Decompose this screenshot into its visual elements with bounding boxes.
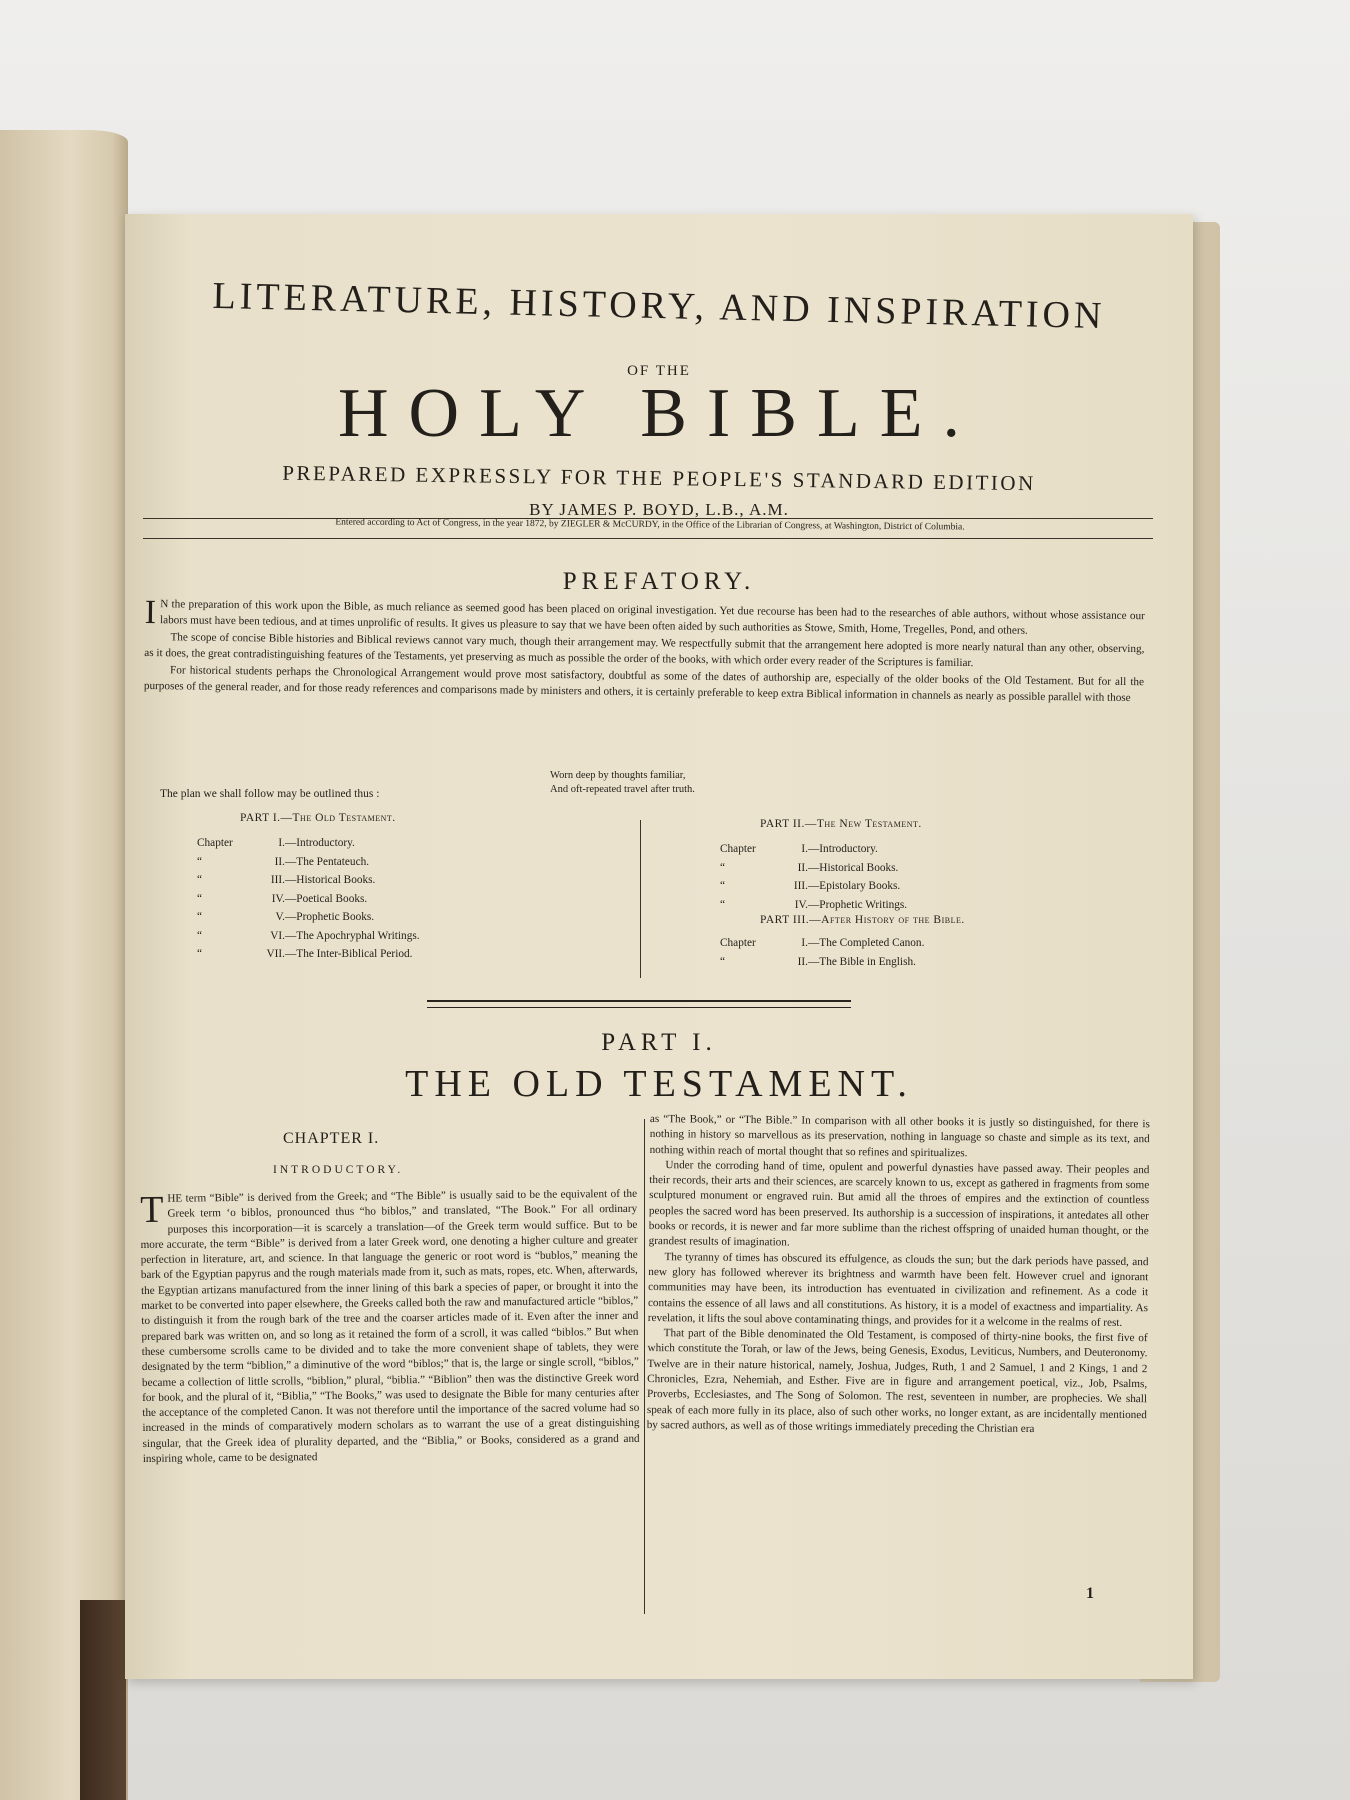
section-rule bbox=[427, 1000, 851, 1008]
right-paragraph-1: as “The Book,” or “The Bible.” In comparison with all other books it is justly so distinguished, for there is nothing in history so marvellous as its preservation, nothing in language so chaste and simple as its text, and nothing within reach of mortal thought that so refines and spiritualizes. bbox=[649, 1113, 1150, 1159]
toc-chapter-title: —Poetical Books. bbox=[285, 892, 368, 905]
toc-chapter-number: IV. bbox=[794, 898, 808, 911]
toc-chapter-row bbox=[720, 896, 907, 915]
right-paragraph-3: The tyranny of times has obscured its effulgence, as clouds the sun; but the dark periods have passed, and new glory has followed wherever its brightness and warmth have been felt. However cruel and ignorant communities may have been, its introduction has eventuated in civilization and refinement. As a code it contains the essence of all laws and all constitutions. As history, it is a model of exactness and impartiality. As revelation, it lifts the soul above contaminating things, and provides for it a welcome in the realms of rest. bbox=[647, 1250, 1149, 1329]
toc-chapter-number: III. bbox=[270, 874, 285, 886]
book-cover-edge bbox=[80, 1600, 126, 1800]
toc-chapter-row bbox=[197, 834, 420, 853]
toc-part-1-list bbox=[197, 834, 420, 964]
author-byline: BY JAMES P. BOYD, L.B., A.M. bbox=[529, 500, 789, 519]
toc-part-2-list bbox=[720, 840, 907, 914]
left-page-edge bbox=[0, 130, 128, 1800]
toc-chapter-number: I. bbox=[801, 843, 808, 855]
prefatory-text bbox=[144, 596, 1145, 707]
toc-chapter-title: —Prophetic Writings. bbox=[808, 898, 908, 911]
toc-chapter-title: —Introductory. bbox=[808, 843, 878, 855]
right-paragraph-4: That part of the Bible denominated the Old Testament, is composed of thirty-nine books, the first five of which constitute the Torah, or law of the Jews, being Genesis, Exodus, Leviticus, Numbers, and Deuteronomy. Twelve are in their nature historical, namely, Joshua, Judges, Ruth, 1 and 2 Samuel, 1 and 2 Kings, 1 and 2 Chronicles, Ezra, Nehemiah, and Esther. Five are in figure and arrangement poetical, viz., Job, Psalms, Proverbs, Ecclesiastes, and The Song of Solomon. The rest, seventeen in number, are prophecies. We shall speak of each more fully in its place, also of such other works, no longer extant, as are incidentally mentioned by sacred authors, as well as of those writings immediately preceding the Christian era bbox=[646, 1327, 1148, 1435]
toc-chapter-number: I. bbox=[278, 837, 285, 849]
title-prepared: PREPARED EXPRESSLY FOR THE PEOPLE'S STANDARD EDITION bbox=[282, 460, 1036, 496]
toc-chapter-label: “ bbox=[720, 955, 726, 968]
right-paragraph-2: Under the corroding hand of time, opulent and powerful dynasties have passed away. Their peoples and their records, their arts and their sciences, are scarcely known to us, except as gathered in fragments from some sculptured monument or engraved ruin. But amid all the throes of empires and the extinction of countless peoples the sacred word has been preserved. Its authorship is a succession of inspirations, it antedates all other books or records, it is newer and far more sublime than the richest offspring of unaided human thought, or the grandest results of imagination. bbox=[648, 1159, 1150, 1249]
toc-chapter-number: V. bbox=[275, 911, 285, 923]
prefatory-paragraph-3: For historical students perhaps the Chronological Arrangement would prove most satisfactory, doubtful as some of the dates of authorship are, especially of the older books of the Old Testament. But for all the purposes of the general reader, and for those ready references and comparisons made by ministers and others, it is certainly preferable to keep extra Biblical information in channels as nearly as possible parallel with those bbox=[143, 663, 1145, 705]
text-column-left bbox=[140, 1187, 640, 1468]
toc-chapter-title: —Introductory. bbox=[285, 837, 355, 849]
toc-chapter-title: —Historical Books. bbox=[285, 874, 376, 886]
toc-chapter-title: —The Completed Canon. bbox=[808, 937, 925, 949]
toc-part-3-list bbox=[720, 934, 924, 971]
prefatory-paragraph-2: The scope of concise Bible histories and Biblical reviews cannot vary much, though their arrangement may. We respectfully submit that the arrangement here adopted is more nearly natural than any other, observing, as it does, the great contradistinguishing features of the Testaments, yet preserving as much as possible the order of the books, with which order every reader of the Scriptures is familiar. bbox=[144, 631, 1145, 670]
book-page bbox=[125, 214, 1193, 1679]
toc-chapter-number: II. bbox=[797, 861, 808, 874]
toc-chapter-row bbox=[197, 908, 420, 927]
toc-chapter-label: “ bbox=[720, 898, 726, 911]
toc-chapter-row bbox=[197, 945, 420, 964]
drop-cap-t: T bbox=[139, 1188, 164, 1231]
copyright-rule-bottom bbox=[143, 538, 1153, 539]
drop-cap: I bbox=[144, 594, 157, 632]
toc-chapter-label: Chapter bbox=[197, 837, 233, 849]
toc-chapter-label: “ bbox=[197, 892, 203, 905]
toc-chapter-title: —The Apochryphal Writings. bbox=[285, 929, 420, 942]
toc-part-3-heading: PART III.—After History of the Bible. bbox=[760, 914, 965, 926]
prefatory-paragraph-1: I N the preparation of this work upon the Bible, as much reliance as seemed good has been placed on original investigation. Yet due recourse has been had to the researches of able authors, without whose assistance our labors must have been tedious, and at times unprolific of results. It gives us pleasure to say that we have been often aided by such authorities as Stowe, Smith, Home, Tregelles, Pond, and others. bbox=[144, 594, 1145, 638]
part-label: PART I. bbox=[601, 1029, 717, 1056]
toc-chapter-number: VI. bbox=[270, 929, 285, 942]
title-of-the: OF THE bbox=[627, 363, 691, 379]
column-divider bbox=[644, 1119, 645, 1614]
toc-chapter-row bbox=[720, 859, 907, 878]
left-paragraph-1: THE term “Bible” is derived from the Greek; and “The Bible” is usually said to be the equivalent of the Greek term ‘o biblos, pronounced thus “ho biblos,” and translated, “The Book.” For all ordinary purposes this incorporation—it is scarcely a translation—of the Greek term would suffice. But to be more accurate, the term “Bible” is derived from a later Greek word, one denoting a higher culture and greater perfection in literature, art, and science. In that language the generic or root word is “bublos,” meaning the bark of the Egyptian papyrus and the rough materials made from it, such as mats, ropes, etc. When, afterwards, the Egyptian artizans manufactured from the inner lining of this bark a species of paper, or brought it into the market to be converted into paper elsewhere, the Greeks called both the raw and manufactured article “biblos,” to distinguish it from the rough bark of the tree and the coarser articles made of it. Even after the inner and prepared bark was written on, and so long as it retained the form of a scroll, it was called “biblos.” But when these cumbersome scrolls came to be divided and to take the more convenient shape of tablets, they were designated by the term “biblion,” a diminutive of the word “biblos;” that is, the large or single scroll, “biblos,” became a collection of little scrolls, “biblion,” plural, “biblia.” “Biblion” then was the distinctive Greek word for book, and the plural of it, “Biblia,” “The Books,” was used to designate the Bible for many centuries after the acceptance of the completed Canon. It was not therefore until the importance of the sacred volume had so increased in the minds of comparatively modern scholars as to warrant the use of a great distinguishing singular, that the Greek idea of plurality departed, and the “Biblia,” or Books, considered as a grand and inspiring whole, came to be designated bbox=[139, 1187, 640, 1466]
toc-chapter-number: III. bbox=[793, 880, 808, 892]
part-title: THE OLD TESTAMENT. bbox=[405, 1063, 913, 1105]
toc-chapter-title: —The Bible in English. bbox=[808, 955, 916, 968]
verse-quote bbox=[550, 769, 695, 797]
text-column-right bbox=[647, 1112, 1150, 1438]
toc-chapter-label: “ bbox=[197, 948, 203, 960]
toc-chapter-label: “ bbox=[720, 880, 726, 892]
verse-line-1: Worn deep by thoughts familiar, bbox=[550, 770, 686, 781]
toc-chapter-number: IV. bbox=[271, 892, 285, 905]
chapter-heading: CHAPTER I. bbox=[283, 1130, 380, 1147]
toc-chapter-label: “ bbox=[197, 911, 203, 923]
toc-chapter-label: Chapter bbox=[720, 937, 756, 949]
toc-chapter-title: —Epistolary Books. bbox=[808, 880, 901, 892]
prefatory-heading: PREFATORY. bbox=[562, 568, 756, 595]
verse-line-2: And oft-repeated travel after truth. bbox=[550, 784, 695, 795]
toc-chapter-row bbox=[197, 871, 420, 890]
toc-chapter-row bbox=[720, 877, 907, 896]
toc-chapter-number: I. bbox=[801, 937, 808, 949]
page-number: 1 bbox=[1086, 1585, 1094, 1602]
toc-chapter-number: VII. bbox=[266, 948, 285, 960]
toc-chapter-number: II. bbox=[797, 955, 808, 968]
toc-chapter-row bbox=[720, 934, 924, 953]
chapter-subtitle: INTRODUCTORY. bbox=[273, 1164, 404, 1176]
toc-chapter-title: —Prophetic Books. bbox=[285, 911, 375, 923]
toc-chapter-title: —The Inter-Biblical Period. bbox=[285, 948, 413, 960]
copyright-notice: Entered according to Act of Congress, in the year 1872, by ZIEGLER & McCURDY, in the Office of the Librarian of Congress, at Washington, District of Columbia. bbox=[335, 517, 965, 533]
toc-chapter-row bbox=[197, 927, 420, 946]
toc-chapter-label: “ bbox=[197, 855, 203, 868]
title-holy-bible: HOLY BIBLE. bbox=[337, 375, 981, 452]
toc-divider bbox=[640, 820, 641, 978]
toc-chapter-row bbox=[720, 840, 907, 859]
toc-chapter-row bbox=[197, 853, 420, 872]
toc-part-2-heading: PART II.—The New Testament. bbox=[760, 818, 922, 830]
toc-chapter-row bbox=[197, 890, 420, 909]
toc-chapter-label: “ bbox=[720, 861, 726, 874]
toc-chapter-title: —Historical Books. bbox=[808, 861, 899, 874]
toc-chapter-number: II. bbox=[274, 855, 285, 868]
toc-chapter-label: Chapter bbox=[720, 843, 756, 855]
toc-chapter-label: “ bbox=[197, 874, 203, 886]
toc-part-1-heading: PART I.—The Old Testament. bbox=[240, 812, 396, 824]
plan-intro: The plan we shall follow may be outlined thus : bbox=[160, 788, 380, 800]
title-line-1: LITERATURE, HISTORY, AND INSPIRATION bbox=[212, 274, 1106, 338]
toc-chapter-title: —The Pentateuch. bbox=[285, 855, 370, 868]
toc-chapter-label: “ bbox=[197, 929, 203, 942]
toc-chapter-row bbox=[720, 953, 924, 972]
